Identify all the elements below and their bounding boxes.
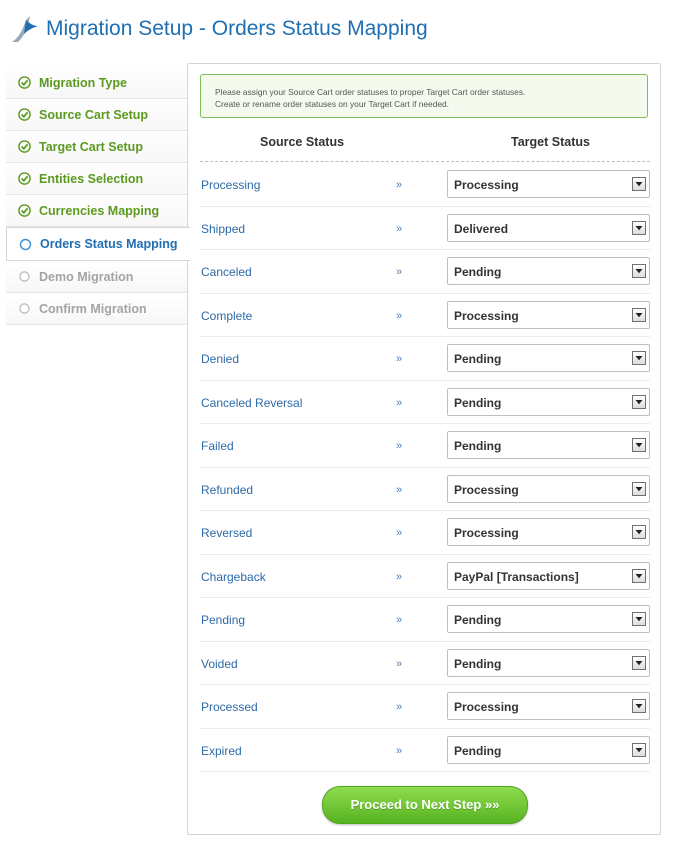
- sidebar-item-label: Source Cart Setup: [39, 107, 149, 122]
- target-status-value: Processing: [454, 308, 519, 323]
- check-icon: [17, 108, 31, 122]
- target-status-value: Pending: [454, 265, 502, 279]
- source-status-label: Refunded: [201, 482, 254, 497]
- sidebar-item-orders-status-mapping[interactable]: [6, 227, 190, 261]
- source-status-label: Failed: [201, 439, 234, 453]
- source-status-label: Expired: [201, 743, 242, 758]
- chevron-down-icon[interactable]: [632, 525, 646, 539]
- sidebar-item-demo-migration[interactable]: [6, 261, 188, 293]
- target-status-select[interactable]: [447, 692, 650, 720]
- source-status-label: Complete: [201, 308, 253, 323]
- button-area: [188, 786, 662, 824]
- chevron-down-icon[interactable]: [632, 308, 646, 322]
- source-status-header: Source Status: [260, 135, 345, 149]
- target-status-select[interactable]: [447, 649, 650, 677]
- check-icon: [17, 172, 31, 186]
- header: [0, 0, 680, 60]
- info-notice: [200, 74, 648, 118]
- source-status-label: Shipped: [201, 221, 246, 236]
- sidebar-item-currencies-mapping[interactable]: [6, 195, 188, 227]
- table-row: [200, 250, 650, 294]
- circle-icon: [17, 270, 31, 284]
- chevron-down-icon[interactable]: [632, 699, 646, 713]
- check-icon: [17, 140, 31, 154]
- chevron-down-icon[interactable]: [632, 482, 646, 496]
- check-icon: [17, 204, 31, 218]
- arrow-icon: »: [396, 353, 403, 365]
- table-row: [200, 598, 650, 642]
- logo-icon: [8, 12, 42, 46]
- source-status-label: Voided: [201, 656, 238, 671]
- arrow-icon: »: [396, 744, 403, 757]
- source-status-label: Processing: [201, 178, 261, 192]
- arrow-icon: »: [396, 266, 403, 278]
- source-status-label: Pending: [201, 613, 246, 627]
- target-status-select[interactable]: [447, 257, 650, 285]
- sidebar-item-label: Demo Migration: [39, 269, 134, 284]
- table-row: [200, 685, 650, 729]
- target-status-select[interactable]: [447, 301, 650, 329]
- page-title: Migration Setup - Orders Status Mapping: [46, 17, 428, 40]
- chevron-down-icon[interactable]: [632, 612, 646, 626]
- table-row: [200, 555, 650, 599]
- notice-line-2: Create or rename order statuses on your Target Cart if needed.: [215, 99, 450, 109]
- table-row: [200, 381, 650, 425]
- target-status-select[interactable]: [447, 736, 650, 764]
- target-status-select[interactable]: [447, 475, 650, 503]
- sidebar: [6, 67, 188, 325]
- sidebar-item-label: Orders Status Mapping: [40, 237, 178, 251]
- chevron-down-icon[interactable]: [632, 395, 646, 409]
- arrow-icon: »: [396, 396, 403, 409]
- target-status-select[interactable]: [447, 170, 650, 198]
- check-icon: [17, 76, 31, 90]
- sidebar-item-label: Migration Type: [39, 75, 127, 90]
- table-row: [200, 294, 650, 338]
- arrow-icon: »: [396, 657, 403, 670]
- chevron-down-icon[interactable]: [632, 656, 646, 670]
- chevron-down-icon[interactable]: [632, 351, 646, 365]
- arrow-icon: »: [396, 309, 403, 322]
- table-row: [200, 729, 650, 773]
- target-status-select[interactable]: [447, 388, 650, 416]
- target-status-value: Pending: [454, 613, 502, 627]
- main-panel: [187, 63, 661, 835]
- header-divider: [200, 161, 650, 162]
- arrow-icon: »: [396, 440, 403, 452]
- table-row: [200, 337, 650, 381]
- chevron-down-icon[interactable]: [632, 177, 646, 191]
- target-status-select[interactable]: [447, 562, 650, 590]
- target-status-header: Target Status: [511, 135, 590, 149]
- source-status-label: Denied: [201, 352, 240, 366]
- sidebar-item-label: Currencies Mapping: [39, 203, 160, 218]
- source-status-label: Reversed: [201, 526, 253, 540]
- arrow-icon: »: [396, 483, 403, 496]
- mapping-table: [200, 163, 650, 772]
- target-status-value: Pending: [454, 656, 502, 671]
- target-status-value: PayPal [Transactions]: [454, 569, 579, 584]
- circle-icon: [17, 302, 31, 316]
- arrow-icon: »: [396, 527, 403, 539]
- target-status-value: Pending: [454, 395, 502, 410]
- table-row: [200, 642, 650, 686]
- table-row: [200, 424, 650, 468]
- target-status-value: Processing: [454, 700, 519, 714]
- table-row: [200, 511, 650, 555]
- arrow-icon: »: [396, 701, 403, 713]
- circle-icon: [18, 237, 32, 251]
- source-status-label: Canceled: [201, 265, 252, 279]
- chevron-down-icon[interactable]: [632, 743, 646, 757]
- target-status-select[interactable]: [447, 605, 650, 633]
- target-status-value: Delivered: [454, 221, 509, 236]
- target-status-select[interactable]: [447, 344, 650, 372]
- notice-line-1: Please assign your Source Cart order statuses to proper Target Cart order statuses.: [215, 87, 526, 97]
- table-row: [200, 163, 650, 207]
- target-status-select[interactable]: [447, 214, 650, 242]
- target-status-value: Processing: [454, 526, 519, 540]
- sidebar-item-migration-type[interactable]: [6, 67, 188, 99]
- sidebar-item-target-cart-setup[interactable]: [6, 131, 188, 163]
- source-status-label: Chargeback: [201, 569, 266, 584]
- arrow-icon: »: [396, 179, 403, 191]
- arrow-icon: »: [396, 570, 403, 583]
- table-row: [200, 468, 650, 512]
- target-status-value: Processing: [454, 482, 519, 497]
- sidebar-item-entities-selection[interactable]: [6, 163, 188, 195]
- target-status-value: Pending: [454, 743, 502, 758]
- target-status-value: Processing: [454, 178, 519, 192]
- chevron-down-icon[interactable]: [632, 438, 646, 452]
- sidebar-item-confirm-migration[interactable]: [6, 293, 188, 325]
- table-row: [200, 207, 650, 251]
- chevron-down-icon[interactable]: [632, 264, 646, 278]
- arrow-icon: »: [396, 222, 403, 235]
- target-status-value: Pending: [454, 439, 502, 453]
- sidebar-item-label: Confirm Migration: [39, 301, 147, 316]
- target-status-value: Pending: [454, 352, 502, 366]
- sidebar-item-label: Entities Selection: [39, 171, 144, 186]
- target-status-select[interactable]: [447, 431, 650, 459]
- source-status-label: Processed: [201, 700, 258, 714]
- proceed-button[interactable]: Proceed to Next Step »»: [322, 786, 528, 824]
- arrow-icon: »: [396, 614, 403, 626]
- chevron-down-icon[interactable]: [632, 221, 646, 235]
- sidebar-item-label: Target Cart Setup: [39, 139, 143, 154]
- source-status-label: Canceled Reversal: [201, 395, 303, 410]
- chevron-down-icon[interactable]: [632, 569, 646, 583]
- sidebar-item-source-cart-setup[interactable]: [6, 99, 188, 131]
- target-status-select[interactable]: [447, 518, 650, 546]
